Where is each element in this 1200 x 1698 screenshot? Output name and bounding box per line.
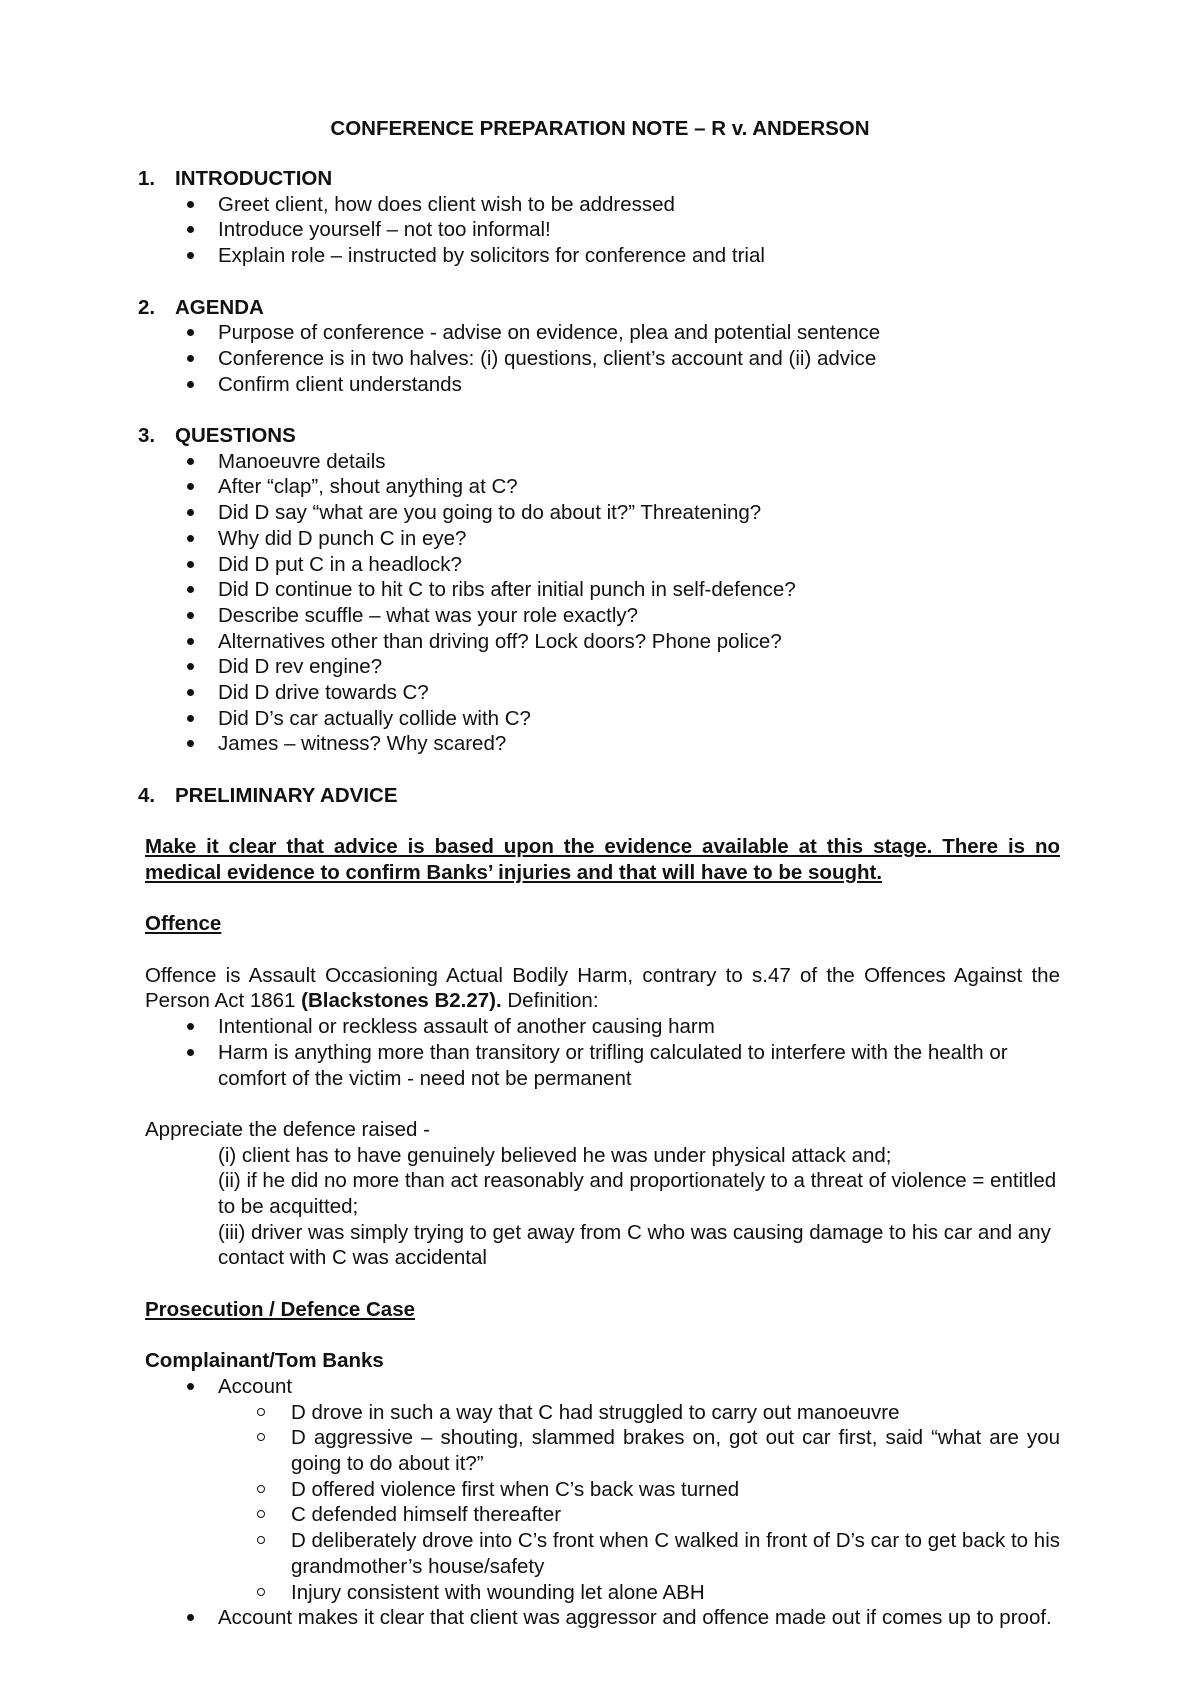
advice-warning: Make it clear that advice is based upon the evidence available at this stage. There is no medical evidence to confirm Banks’ injuries and that will have to be sought. — [145, 835, 1060, 884]
list-item: Alternatives other than driving off? Lock doors? Phone police? — [145, 629, 1060, 655]
list-item: Did D rev engine? — [145, 654, 1060, 680]
case-heading: Prosecution / Defence Case — [145, 1297, 416, 1321]
bullet-icon — [187, 458, 194, 465]
circle-bullet-icon — [257, 1433, 265, 1441]
circle-bullet-icon — [257, 1408, 265, 1416]
list-item: Account — [145, 1374, 1060, 1400]
bullet-icon — [187, 715, 194, 722]
bullet-icon — [187, 1383, 194, 1390]
bullet-icon — [187, 561, 194, 568]
list-item: Greet client, how does client wish to be addressed — [145, 192, 1060, 218]
section-title: INTRODUCTION — [175, 167, 333, 190]
bullet-icon — [187, 638, 194, 645]
circle-bullet-icon — [257, 1588, 265, 1596]
bullet-icon — [187, 201, 194, 208]
list-item: Did D drive towards C? — [145, 680, 1060, 706]
complainant-heading: Complainant/Tom Banks — [145, 1349, 384, 1373]
list-item: Why did D punch C in eye? — [145, 526, 1060, 552]
list-item: Account makes it clear that client was aggressor and offence made out if comes up to proof. — [145, 1605, 1060, 1631]
circle-bullet-icon — [257, 1536, 265, 1544]
definition-list — [145, 1014, 1060, 1091]
questions-list — [145, 449, 1060, 757]
section-number: 1. — [138, 167, 156, 190]
bullet-icon — [187, 663, 194, 670]
circle-bullet-icon — [257, 1510, 265, 1518]
list-item: Confirm client understands — [145, 372, 1060, 398]
list-item: Harm is anything more than transitory or trifling calculated to interfere with the health or comfort of the victim - need not be permanent — [145, 1040, 1060, 1091]
account-sublist — [145, 1400, 1060, 1606]
bullet-icon — [187, 1614, 194, 1621]
section-title: AGENDA — [175, 295, 264, 319]
complainant-list — [145, 1374, 1060, 1400]
section-heading-questions — [138, 423, 1060, 449]
defence-point: (iii) driver was simply trying to get away from C who was causing damage to his car and any contact with C was accidental — [218, 1220, 1051, 1270]
section-heading-introduction — [138, 166, 1060, 192]
list-item: Did D’s car actually collide with C? — [145, 706, 1060, 732]
bullet-icon — [187, 535, 194, 542]
sub-list-item: Injury consistent with wounding let alone ABH — [145, 1580, 1060, 1606]
bullet-icon — [187, 226, 194, 233]
blackstones-reference: (Blackstones B2.27). — [301, 989, 502, 1013]
bullet-icon — [187, 355, 194, 362]
introduction-list — [145, 192, 1060, 269]
list-item: Introduce yourself – not too informal! — [145, 217, 1060, 243]
section-heading-agenda — [138, 295, 1060, 321]
offence-paragraph: Offence is Assault Occasioning Actual Bodily Harm, contrary to s.47 of the Offences Against the Person Act 1861 (Blackstones B2.27). Definition: — [145, 963, 1060, 1013]
bullet-icon — [187, 1023, 194, 1030]
list-item: James – witness? Why scared? — [145, 731, 1060, 757]
bullet-icon — [187, 509, 194, 516]
defence-point: (i) client has to have genuinely believed he was under physical attack and; — [218, 1143, 892, 1167]
list-item: Conference is in two halves: (i) questions, client’s account and (ii) advice — [145, 346, 1060, 372]
section-title: PRELIMINARY ADVICE — [175, 783, 398, 807]
list-item: Did D say “what are you going to do about it?” Threatening? — [145, 500, 1060, 526]
section-number: 2. — [138, 295, 156, 319]
list-item: After “clap”, shout anything at C? — [145, 474, 1060, 500]
sub-list-item: D deliberately drove into C’s front when C walked in front of D’s car to get back to his grandmother’s house/safety — [145, 1528, 1060, 1579]
bullet-icon — [187, 483, 194, 490]
bullet-icon — [187, 689, 194, 696]
sub-list-item: D offered violence first when C’s back was turned — [145, 1477, 1060, 1503]
defence-intro: Appreciate the defence raised - — [145, 1117, 430, 1141]
document-body — [138, 166, 1060, 1631]
bullet-icon — [187, 381, 194, 388]
sub-list-item: C defended himself thereafter — [145, 1502, 1060, 1528]
agenda-list — [145, 320, 1060, 397]
bullet-icon — [187, 612, 194, 619]
bullet-icon — [187, 740, 194, 747]
list-item: Did D put C in a headlock? — [145, 552, 1060, 578]
bullet-icon — [187, 329, 194, 336]
list-item: Purpose of conference - advise on evidence, plea and potential sentence — [145, 320, 1060, 346]
conclusion-list — [145, 1605, 1060, 1631]
bullet-icon — [187, 1049, 194, 1056]
sub-list-item: D aggressive – shouting, slammed brakes on, got out car first, said “what are you going to do about it?” — [145, 1425, 1060, 1476]
list-item: Explain role – instructed by solicitors for conference and trial — [145, 243, 1060, 269]
circle-bullet-icon — [257, 1485, 265, 1493]
section-number: 3. — [138, 424, 156, 447]
defence-point: (ii) if he did no more than act reasonably and proportionately to a threat of violence = entitled to be acquitted; — [218, 1169, 1057, 1219]
section-heading-preliminary-advice — [138, 783, 1060, 809]
section-number: 4. — [138, 783, 156, 807]
list-item: Describe scuffle – what was your role exactly? — [145, 603, 1060, 629]
list-item: Manoeuvre details — [145, 449, 1060, 475]
list-item: Intentional or reckless assault of another causing harm — [145, 1014, 1060, 1040]
page-title: CONFERENCE PREPARATION NOTE – R v. ANDERSON — [330, 117, 870, 140]
sub-list-item: D drove in such a way that C had struggled to carry out manoeuvre — [145, 1400, 1060, 1426]
bullet-icon — [187, 586, 194, 593]
offence-heading: Offence — [145, 912, 222, 936]
bullet-icon — [187, 252, 194, 259]
list-item: Did D continue to hit C to ribs after initial punch in self-defence? — [145, 577, 1060, 603]
section-title: QUESTIONS — [175, 424, 296, 447]
